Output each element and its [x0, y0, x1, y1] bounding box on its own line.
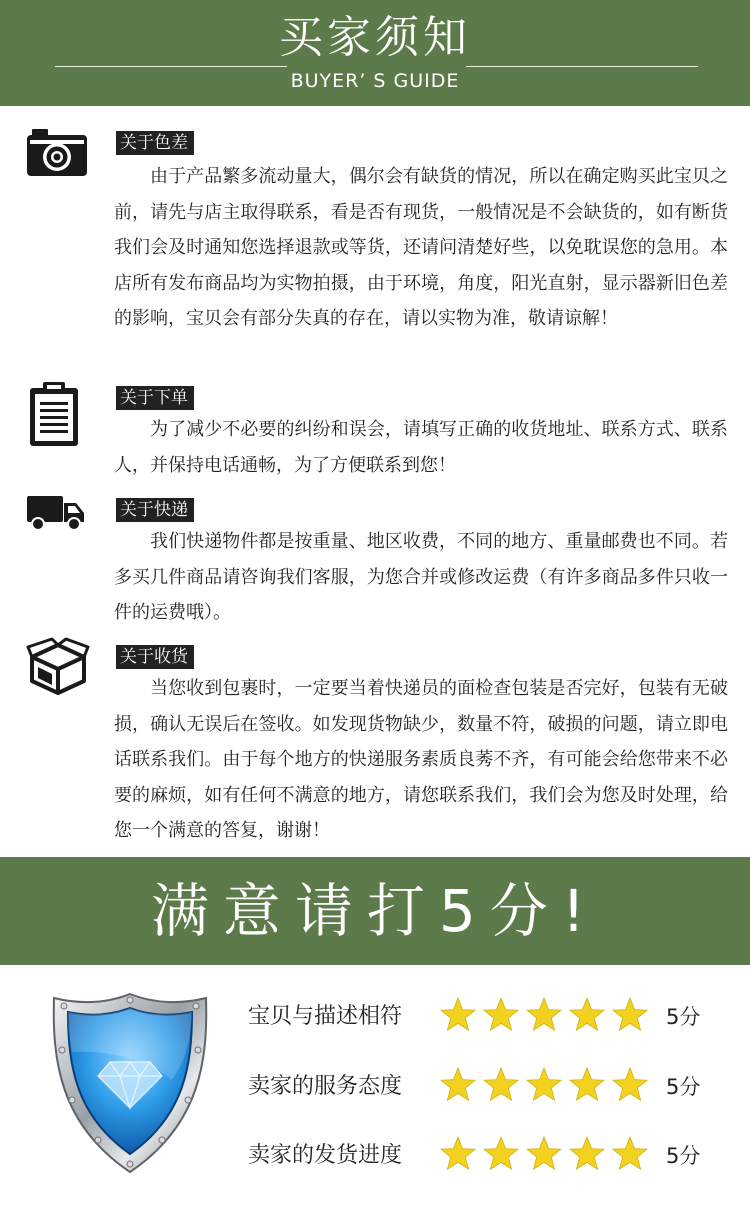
star-icon [483, 1067, 519, 1103]
star-icon [440, 1136, 476, 1172]
clipboard-icon [28, 380, 80, 452]
rating-row [248, 1136, 728, 1176]
rating-row [248, 997, 728, 1037]
rating-score: 5分 [666, 1144, 701, 1168]
star-icon [612, 1136, 648, 1172]
section-ordering [0, 386, 750, 486]
star-icon [569, 1067, 605, 1103]
star-icon [440, 997, 476, 1033]
star-icon [440, 1067, 476, 1103]
section-color-difference [0, 131, 750, 371]
star-icon [483, 997, 519, 1033]
star-icon [569, 1136, 605, 1172]
star-icon [612, 1067, 648, 1103]
banner-text: 满意请打5分! [150, 877, 600, 945]
header-divider-left [55, 66, 287, 67]
rating-label: 宝贝与描述相符 [248, 1004, 403, 1029]
rating-row [248, 1067, 728, 1107]
guide-header [0, 0, 750, 106]
rating-score: 5分 [666, 1005, 701, 1029]
truck-icon [26, 492, 86, 536]
section-text: 当您收到包裹时，一定要当着快递员的面检查包装是否完好，包装有无破损，确认无误后在签收。如发现货物缺少，数量不符，破损的问题，请立即电话联系我们。由于每个地方的快递服务素质良莠不齐，有可能会给您带来不必要的麻烦，如有任何不满意的地方，请您联系我们，我们会为您及时处理，给您一个满意的答复，谢谢！ [114, 678, 728, 841]
star-icon [612, 997, 648, 1033]
rating-banner [0, 857, 750, 965]
section-text: 由于产品繁多流动量大，偶尔会有缺货的情况，所以在确定购买此宝贝之前，请先与店主取得联系，看是否有现货，一般情况是不会缺货的，如有断货我们会及时通知您选择退款或等货，还请问清楚好些，以免耽误您的急用。本店所有发布商品均为实物拍摄，由于环境，角度，阳光直射，显示器新旧色差的影响，宝贝会有部分失真的存在，请以实物为准，敬请谅解！ [114, 166, 728, 329]
section-delivery [0, 498, 750, 628]
section-tag: 关于下单 [116, 386, 194, 410]
section-text: 为了减少不必要的纠纷和误会，请填写正确的收货地址、联系方式、联系人，并保持电话通畅，为了方便联系到您！ [114, 419, 728, 476]
camera-icon [26, 127, 88, 181]
header-divider-right [466, 66, 698, 67]
rating-label: 卖家的发货进度 [248, 1143, 403, 1168]
shield-diamond-icon [50, 990, 210, 1179]
rating-label: 卖家的服务态度 [248, 1074, 403, 1099]
page-title: 买家须知 [279, 12, 471, 63]
section-text: 我们快递物件都是按重量、地区收费，不同的地方、重量邮费也不同。若多买几件商品请咨询我们客服，为您合并或修改运费（有许多商品多件只收一件的运费哦）。 [114, 531, 728, 623]
star-icon [526, 997, 562, 1033]
star-icon [569, 997, 605, 1033]
page-subtitle: BUYER’ S GUIDE [290, 70, 460, 92]
section-receiving [0, 645, 750, 850]
section-tag: 关于色差 [116, 131, 194, 155]
section-tag: 关于快递 [116, 498, 194, 522]
star-icon [526, 1136, 562, 1172]
section-tag: 关于收货 [116, 645, 194, 669]
star-icon [483, 1136, 519, 1172]
package-box-icon [26, 637, 90, 701]
rating-score: 5分 [666, 1075, 701, 1099]
star-icon [526, 1067, 562, 1103]
